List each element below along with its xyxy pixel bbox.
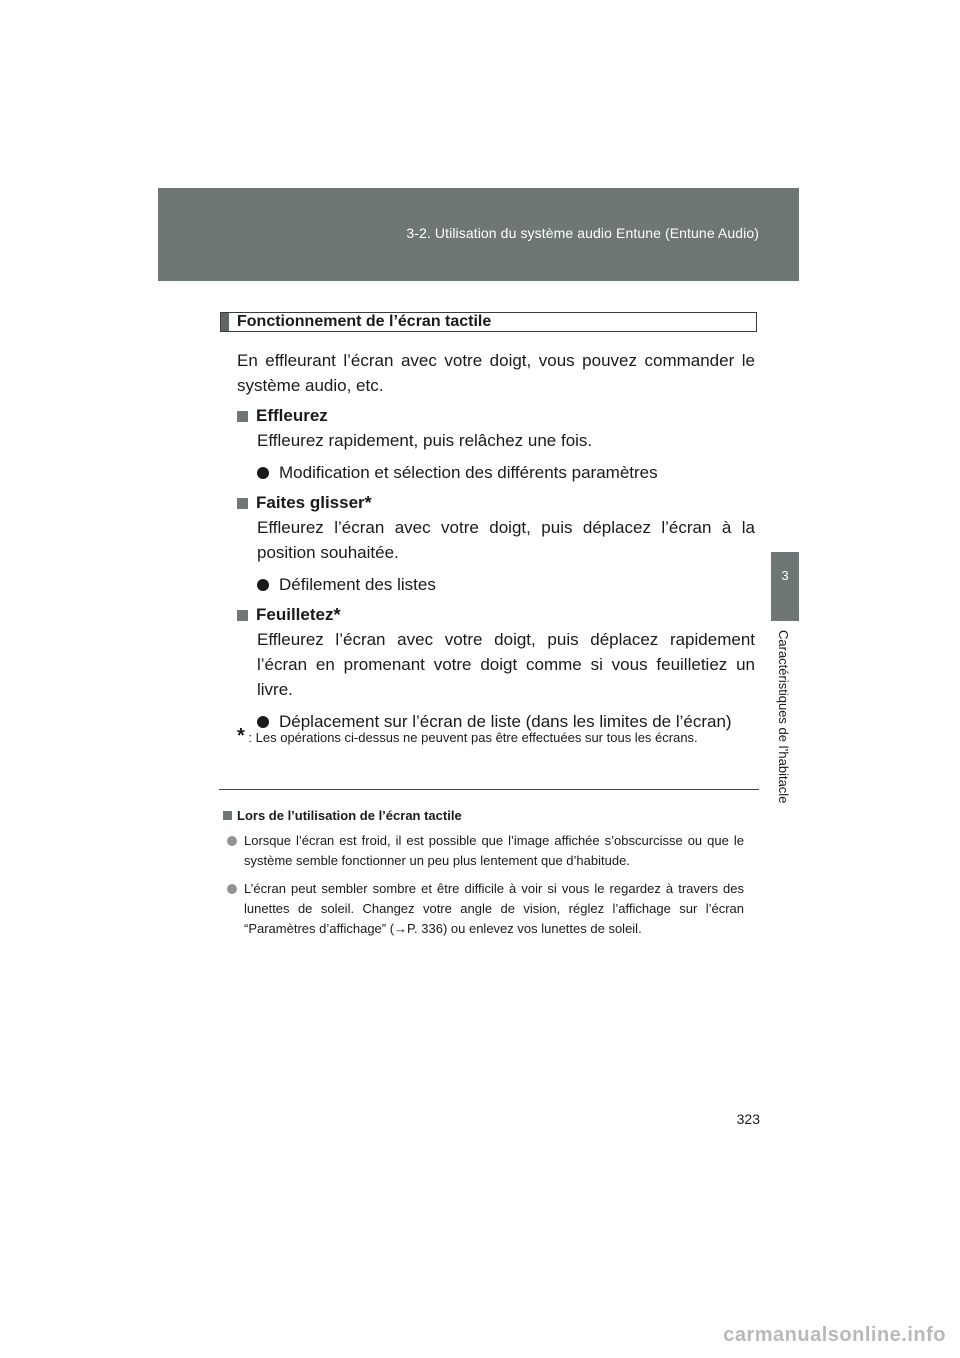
asterisk-footnote bbox=[237, 726, 755, 748]
chapter-tab bbox=[771, 552, 799, 621]
chapter-side-label: Caractéristiques de l’habitacle bbox=[776, 630, 791, 804]
gesture-heading: Faites glisser * bbox=[237, 493, 755, 513]
page-number: 323 bbox=[736, 1111, 760, 1127]
square-bullet-icon bbox=[223, 811, 232, 820]
gesture-description: Effleurez l’écran avec votre doigt, puis déplacez l’écran à la position souhaitée. bbox=[257, 518, 755, 562]
gesture-heading bbox=[237, 406, 755, 426]
square-bullet-icon bbox=[237, 610, 248, 621]
gesture-item bbox=[237, 493, 755, 597]
footnote-text: : Les opérations ci-dessus ne peuvent pas être effectuées sur tous les écrans. bbox=[248, 730, 698, 745]
gesture-description: Effleurez l’écran avec votre doigt, puis déplacez rapidement l’écran en promenant votre doigt comme si vous feuilletiez un livre. bbox=[257, 630, 755, 699]
section-title: Fonctionnement de l’écran tactile bbox=[237, 313, 492, 330]
footnote-asterisk: * bbox=[237, 725, 245, 747]
gesture-title: Effleurez bbox=[256, 406, 328, 425]
note-text: L’écran peut sembler sombre et être difficile à voir si vous le regardez à travers des lunettes de soleil. Changez votre angle de vision, réglez l’affichage sur l’écran “Paramètres d’affichage” (→P. 336) ou enlevez vos lunettes de soleil. bbox=[244, 881, 744, 936]
watermark: carmanualsonline.info bbox=[723, 1323, 946, 1346]
heading-accent-bar bbox=[221, 313, 229, 331]
square-bullet-icon bbox=[237, 411, 248, 422]
gesture-item bbox=[237, 406, 755, 485]
note-item bbox=[223, 831, 744, 871]
gesture-item bbox=[237, 605, 755, 734]
note-text: Lorsque l’écran est froid, il est possible que l’image affichée s’obscurcisse ou que le système semble fonctionner un peu plus lentement que d’habitude. bbox=[244, 833, 744, 868]
round-bullet-icon bbox=[227, 836, 237, 846]
gesture-heading: Feuilletez * bbox=[237, 605, 755, 625]
section-heading bbox=[220, 312, 757, 332]
gesture-description: Effleurez rapidement, puis relâchez une fois. bbox=[257, 431, 593, 450]
gesture-example-text: Modification et sélection des différents paramètres bbox=[279, 463, 658, 482]
chapter-title: 3-2. Utilisation du système audio Entune (Entune Audio) bbox=[406, 225, 759, 241]
gesture-example bbox=[257, 460, 755, 485]
notes-block bbox=[223, 808, 744, 939]
square-bullet-icon bbox=[237, 498, 248, 509]
note-item bbox=[223, 879, 744, 939]
section-content bbox=[237, 348, 755, 734]
section-intro: En effleurant l’écran avec votre doigt, vous pouvez commander le système audio, etc. bbox=[237, 351, 755, 395]
round-bullet-icon bbox=[257, 467, 269, 479]
chapter-header-band bbox=[158, 188, 799, 281]
gesture-title: Faites glisser bbox=[256, 493, 365, 512]
round-bullet-icon bbox=[227, 884, 237, 894]
gesture-example-text: Défilement des listes bbox=[279, 575, 436, 594]
gesture-title: Feuilletez bbox=[256, 605, 334, 624]
section-divider bbox=[219, 789, 759, 790]
round-bullet-icon bbox=[257, 579, 269, 591]
notes-heading bbox=[223, 808, 744, 823]
chapter-number: 3 bbox=[781, 568, 789, 583]
gesture-example bbox=[257, 572, 755, 597]
notes-title: Lors de l’utilisation de l’écran tactile bbox=[237, 808, 462, 823]
gesture-example-text: Déplacement sur l’écran de liste (dans les limites de l’écran) bbox=[279, 712, 732, 731]
